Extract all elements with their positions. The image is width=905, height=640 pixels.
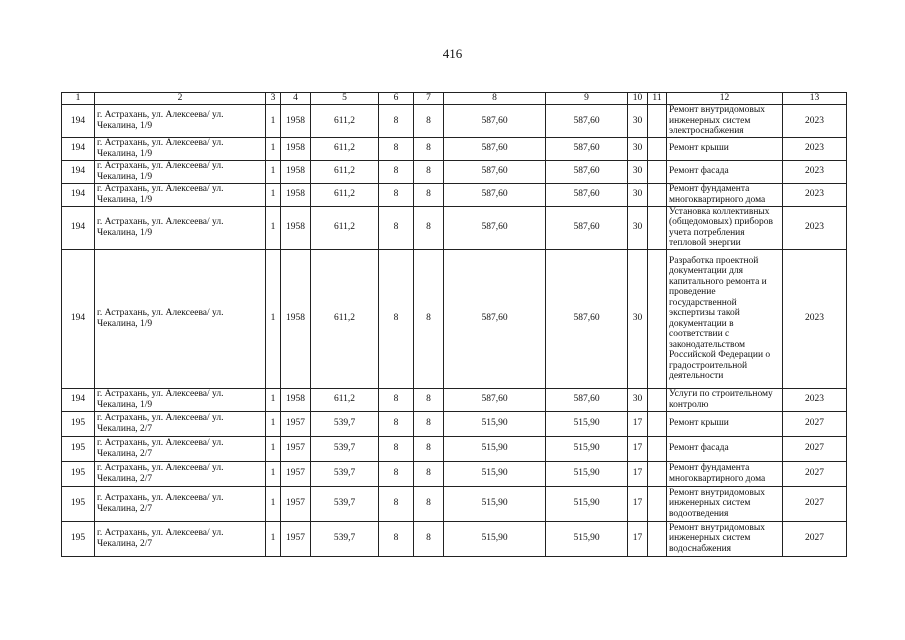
planned-year-cell: 2023 <box>783 183 847 206</box>
col10-cell: 17 <box>628 461 648 486</box>
col11-cell <box>648 105 667 138</box>
column-header: 9 <box>546 93 628 105</box>
address-cell: г. Астрахань, ул. Алексеева/ ул. Чекалина, 1/9 <box>95 183 266 206</box>
col10-cell: 30 <box>628 137 648 160</box>
col6-cell: 8 <box>379 461 414 486</box>
row-number-cell: 194 <box>62 137 95 160</box>
work-type-cell: Ремонт крыши <box>667 411 783 436</box>
col9-cell: 587,60 <box>546 388 628 411</box>
total-area-cell: 611,2 <box>311 137 379 160</box>
table-row <box>62 249 847 388</box>
address-cell: г. Астрахань, ул. Алексеева/ ул. Чекалина, 1/9 <box>95 388 266 411</box>
total-area-cell: 539,7 <box>311 461 379 486</box>
work-type-cell: Ремонт фундамента многоквартирного дома <box>667 461 783 486</box>
row-number-cell: 194 <box>62 388 95 411</box>
table-row <box>62 486 847 521</box>
address-cell: г. Астрахань, ул. Алексеева/ ул. Чекалина, 2/7 <box>95 411 266 436</box>
work-type-cell: Ремонт внутридомовых инженерных систем водоотведения <box>667 486 783 521</box>
col11-cell <box>648 521 667 556</box>
column-header: 13 <box>783 93 847 105</box>
year-built-cell: 1958 <box>281 160 311 183</box>
planned-year-cell: 2027 <box>783 461 847 486</box>
table-row <box>62 411 847 436</box>
table-row <box>62 137 847 160</box>
year-built-cell: 1957 <box>281 436 311 461</box>
row-number-cell: 194 <box>62 206 95 249</box>
col11-cell <box>648 436 667 461</box>
col11-cell <box>648 249 667 388</box>
col9-cell: 587,60 <box>546 206 628 249</box>
column-header: 12 <box>667 93 783 105</box>
col8-cell: 515,90 <box>444 521 546 556</box>
table-row <box>62 183 847 206</box>
col6-cell: 8 <box>379 137 414 160</box>
work-type-cell: Ремонт крыши <box>667 137 783 160</box>
planned-year-cell: 2027 <box>783 436 847 461</box>
year-built-cell: 1958 <box>281 206 311 249</box>
column-header: 2 <box>95 93 266 105</box>
planned-year-cell: 2027 <box>783 521 847 556</box>
address-cell: г. Астрахань, ул. Алексеева/ ул. Чекалина, 1/9 <box>95 249 266 388</box>
col3-cell: 1 <box>266 388 281 411</box>
year-built-cell: 1958 <box>281 388 311 411</box>
table-row <box>62 105 847 138</box>
col8-cell: 515,90 <box>444 436 546 461</box>
column-header: 10 <box>628 93 648 105</box>
row-number-cell: 195 <box>62 461 95 486</box>
year-built-cell: 1958 <box>281 137 311 160</box>
col3-cell: 1 <box>266 411 281 436</box>
total-area-cell: 539,7 <box>311 411 379 436</box>
year-built-cell: 1957 <box>281 521 311 556</box>
col9-cell: 515,90 <box>546 461 628 486</box>
page-number: 416 <box>442 46 463 61</box>
row-number-cell: 194 <box>62 105 95 138</box>
year-built-cell: 1958 <box>281 249 311 388</box>
planned-year-cell: 2023 <box>783 160 847 183</box>
col3-cell: 1 <box>266 486 281 521</box>
work-type-cell: Ремонт фасада <box>667 160 783 183</box>
planned-year-cell: 2023 <box>783 105 847 138</box>
column-header: 5 <box>311 93 379 105</box>
total-area-cell: 611,2 <box>311 183 379 206</box>
col8-cell: 515,90 <box>444 461 546 486</box>
col11-cell <box>648 388 667 411</box>
col6-cell: 8 <box>379 521 414 556</box>
col6-cell: 8 <box>379 105 414 138</box>
col6-cell: 8 <box>379 486 414 521</box>
col11-cell <box>648 160 667 183</box>
col7-cell: 8 <box>414 411 444 436</box>
column-header: 6 <box>379 93 414 105</box>
col7-cell: 8 <box>414 160 444 183</box>
address-cell: г. Астрахань, ул. Алексеева/ ул. Чекалина, 2/7 <box>95 486 266 521</box>
col7-cell: 8 <box>414 486 444 521</box>
col10-cell: 17 <box>628 411 648 436</box>
col8-cell: 587,60 <box>444 206 546 249</box>
year-built-cell: 1957 <box>281 411 311 436</box>
column-header: 4 <box>281 93 311 105</box>
col8-cell: 587,60 <box>444 160 546 183</box>
planned-year-cell: 2023 <box>783 388 847 411</box>
col8-cell: 587,60 <box>444 388 546 411</box>
col9-cell: 515,90 <box>546 411 628 436</box>
col9-cell: 515,90 <box>546 486 628 521</box>
col3-cell: 1 <box>266 160 281 183</box>
work-type-cell: Ремонт внутридомовых инженерных систем электроснабжения <box>667 105 783 138</box>
col10-cell: 30 <box>628 160 648 183</box>
planned-year-cell: 2027 <box>783 411 847 436</box>
col8-cell: 587,60 <box>444 137 546 160</box>
col7-cell: 8 <box>414 436 444 461</box>
col3-cell: 1 <box>266 105 281 138</box>
table-row <box>62 388 847 411</box>
total-area-cell: 611,2 <box>311 160 379 183</box>
column-header: 8 <box>444 93 546 105</box>
work-type-cell: Разработка проектной документации для капитального ремонта и проведение государственной экспертизы такой документации в соответствии с законодательством Российской Федерации о градостроительной деятельности <box>667 249 783 388</box>
col11-cell <box>648 486 667 521</box>
col9-cell: 515,90 <box>546 436 628 461</box>
col10-cell: 17 <box>628 436 648 461</box>
row-number-cell: 195 <box>62 521 95 556</box>
col9-cell: 587,60 <box>546 160 628 183</box>
planned-year-cell: 2023 <box>783 249 847 388</box>
row-number-cell: 195 <box>62 436 95 461</box>
address-cell: г. Астрахань, ул. Алексеева/ ул. Чекалина, 1/9 <box>95 206 266 249</box>
row-number-cell: 194 <box>62 249 95 388</box>
address-cell: г. Астрахань, ул. Алексеева/ ул. Чекалина, 2/7 <box>95 521 266 556</box>
total-area-cell: 611,2 <box>311 206 379 249</box>
table-row <box>62 461 847 486</box>
planned-year-cell: 2023 <box>783 206 847 249</box>
work-type-cell: Ремонт фундамента многоквартирного дома <box>667 183 783 206</box>
year-built-cell: 1958 <box>281 105 311 138</box>
col8-cell: 515,90 <box>444 411 546 436</box>
col3-cell: 1 <box>266 137 281 160</box>
col8-cell: 587,60 <box>444 249 546 388</box>
year-built-cell: 1957 <box>281 486 311 521</box>
work-type-cell: Установка коллективных (общедомовых) приборов учета потребления тепловой энергии <box>667 206 783 249</box>
col8-cell: 587,60 <box>444 183 546 206</box>
work-type-cell: Ремонт внутридомовых инженерных систем водоснабжения <box>667 521 783 556</box>
col6-cell: 8 <box>379 160 414 183</box>
col6-cell: 8 <box>379 411 414 436</box>
row-number-cell: 195 <box>62 411 95 436</box>
col3-cell: 1 <box>266 249 281 388</box>
col3-cell: 1 <box>266 521 281 556</box>
row-number-cell: 195 <box>62 486 95 521</box>
work-type-cell: Ремонт фасада <box>667 436 783 461</box>
col7-cell: 8 <box>414 183 444 206</box>
col9-cell: 587,60 <box>546 105 628 138</box>
col6-cell: 8 <box>379 436 414 461</box>
col9-cell: 515,90 <box>546 521 628 556</box>
col11-cell <box>648 183 667 206</box>
year-built-cell: 1957 <box>281 461 311 486</box>
col10-cell: 30 <box>628 105 648 138</box>
col9-cell: 587,60 <box>546 137 628 160</box>
row-number-cell: 194 <box>62 160 95 183</box>
address-cell: г. Астрахань, ул. Алексеева/ ул. Чекалина, 1/9 <box>95 105 266 138</box>
table-row <box>62 436 847 461</box>
column-header: 3 <box>266 93 281 105</box>
address-cell: г. Астрахань, ул. Алексеева/ ул. Чекалина, 2/7 <box>95 461 266 486</box>
col11-cell <box>648 411 667 436</box>
total-area-cell: 539,7 <box>311 521 379 556</box>
col10-cell: 30 <box>628 249 648 388</box>
table-row <box>62 206 847 249</box>
col11-cell <box>648 206 667 249</box>
col7-cell: 8 <box>414 105 444 138</box>
address-cell: г. Астрахань, ул. Алексеева/ ул. Чекалина, 1/9 <box>95 160 266 183</box>
total-area-cell: 539,7 <box>311 486 379 521</box>
column-header: 11 <box>648 93 667 105</box>
col11-cell <box>648 461 667 486</box>
table-row <box>62 160 847 183</box>
col6-cell: 8 <box>379 388 414 411</box>
column-header: 1 <box>62 93 95 105</box>
col8-cell: 587,60 <box>444 105 546 138</box>
total-area-cell: 611,2 <box>311 388 379 411</box>
col3-cell: 1 <box>266 461 281 486</box>
col10-cell: 30 <box>628 206 648 249</box>
col10-cell: 17 <box>628 486 648 521</box>
col10-cell: 17 <box>628 521 648 556</box>
col9-cell: 587,60 <box>546 249 628 388</box>
col7-cell: 8 <box>414 521 444 556</box>
col6-cell: 8 <box>379 206 414 249</box>
total-area-cell: 611,2 <box>311 249 379 388</box>
row-number-cell: 194 <box>62 183 95 206</box>
total-area-cell: 539,7 <box>311 436 379 461</box>
col11-cell <box>648 137 667 160</box>
col7-cell: 8 <box>414 388 444 411</box>
col3-cell: 1 <box>266 436 281 461</box>
col3-cell: 1 <box>266 206 281 249</box>
col7-cell: 8 <box>414 461 444 486</box>
col7-cell: 8 <box>414 137 444 160</box>
total-area-cell: 611,2 <box>311 105 379 138</box>
col10-cell: 30 <box>628 183 648 206</box>
col8-cell: 515,90 <box>444 486 546 521</box>
column-number-row <box>62 93 847 105</box>
col9-cell: 587,60 <box>546 183 628 206</box>
register-table <box>61 92 847 557</box>
col3-cell: 1 <box>266 183 281 206</box>
col7-cell: 8 <box>414 206 444 249</box>
table-row <box>62 521 847 556</box>
col10-cell: 30 <box>628 388 648 411</box>
planned-year-cell: 2027 <box>783 486 847 521</box>
col6-cell: 8 <box>379 249 414 388</box>
address-cell: г. Астрахань, ул. Алексеева/ ул. Чекалина, 1/9 <box>95 137 266 160</box>
year-built-cell: 1958 <box>281 183 311 206</box>
column-header: 7 <box>414 93 444 105</box>
address-cell: г. Астрахань, ул. Алексеева/ ул. Чекалина, 2/7 <box>95 436 266 461</box>
col6-cell: 8 <box>379 183 414 206</box>
col7-cell: 8 <box>414 249 444 388</box>
planned-year-cell: 2023 <box>783 137 847 160</box>
work-type-cell: Услуги по строительному контролю <box>667 388 783 411</box>
